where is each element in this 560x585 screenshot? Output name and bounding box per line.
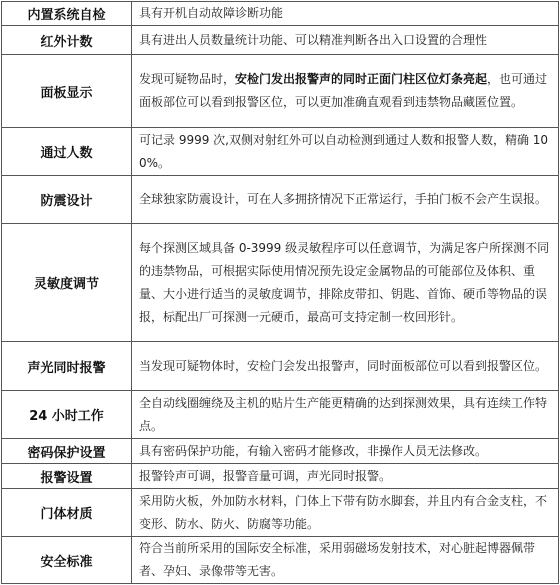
row-desc: 每个探测区域具备 0-3999 级灵敏程序可以任意调节，为满足客户所探测不同的违禁物品，可根据实际使用情况预先设定金属物品的可能部位及体积、重量、大小进行适当的灵敏度调节，排除皮带扣、钥匙、首饰、硬币等物品的误报，标配出厂可探测一元硬币，最高可支持定制一枚回形针。 (132, 224, 559, 342)
row-label: 24 小时工作 (2, 391, 132, 439)
table-row (2, 537, 559, 584)
row-label: 门体材质 (2, 489, 132, 537)
table-row (2, 224, 559, 342)
table-row (2, 26, 559, 55)
row-label: 声光同时报警 (2, 342, 132, 391)
row-desc (132, 55, 559, 128)
table-row (2, 439, 559, 464)
row-desc: 全自动线圈缠绕及主机的贴片生产能更精确的达到探测效果，具有连续工作特点。 (132, 391, 559, 439)
row-desc: 具有开机自动故障诊断功能 (132, 2, 559, 26)
table-row (2, 55, 559, 128)
row-label: 密码保护设置 (2, 439, 132, 464)
row-label: 红外计数 (2, 26, 132, 55)
row-label: 内置系统自检 (2, 2, 132, 26)
row-desc: 当发现可疑物体时，安检门会发出报警声，同时面板部位可以看到报警区位。 (132, 342, 559, 391)
table-row (2, 342, 559, 391)
row-desc: 报警铃声可调，报警音量可调，声光同时报警。 (132, 464, 559, 489)
row-label: 安全标准 (2, 537, 132, 584)
row-desc: 采用防火板，外加防水材料，门体上下带有防水脚套，并且内有合金支柱，不变形、防水、防火、防腐等功能。 (132, 489, 559, 537)
row-desc: 具有进出人员数量统计功能、可以精准判断各出入口设置的合理性 (132, 26, 559, 55)
row-desc: 符合当前所采用的国际安全标准，采用弱磁场发射技术，对心脏起博器佩带者、孕妇、录像带等无害。 (132, 537, 559, 584)
spec-table (1, 1, 559, 584)
row-label: 通过人数 (2, 128, 132, 176)
table-row (2, 464, 559, 489)
row-label: 报警设置 (2, 464, 132, 489)
desc-text: 发现可疑物品时， (139, 72, 236, 86)
table-row (2, 391, 559, 439)
row-desc: 全球独家防震设计，可在人多拥挤情况下正常运行，手拍门板不会产生误报。 (132, 176, 559, 224)
table-row (2, 489, 559, 537)
desc-highlight: 安检门发出报警声的同时正面门柱区位灯条亮起 (235, 72, 488, 86)
table-row (2, 2, 559, 26)
table-row (2, 128, 559, 176)
row-label: 面板显示 (2, 55, 132, 128)
row-desc: 可记录 9999 次,双侧对射红外可以自动检测到通过人数和报警人数，精确 100%。 (132, 128, 559, 176)
row-desc: 具有密码保护功能，有输入密码才能修改，非操作人员无法修改。 (132, 439, 559, 464)
desc-text: ，也可通过面板部位可以看到报警区位，可以更加准确直观看到违禁物品藏匿位置。 (139, 72, 548, 109)
table-row (2, 176, 559, 224)
row-label: 防震设计 (2, 176, 132, 224)
row-label: 灵敏度调节 (2, 224, 132, 342)
